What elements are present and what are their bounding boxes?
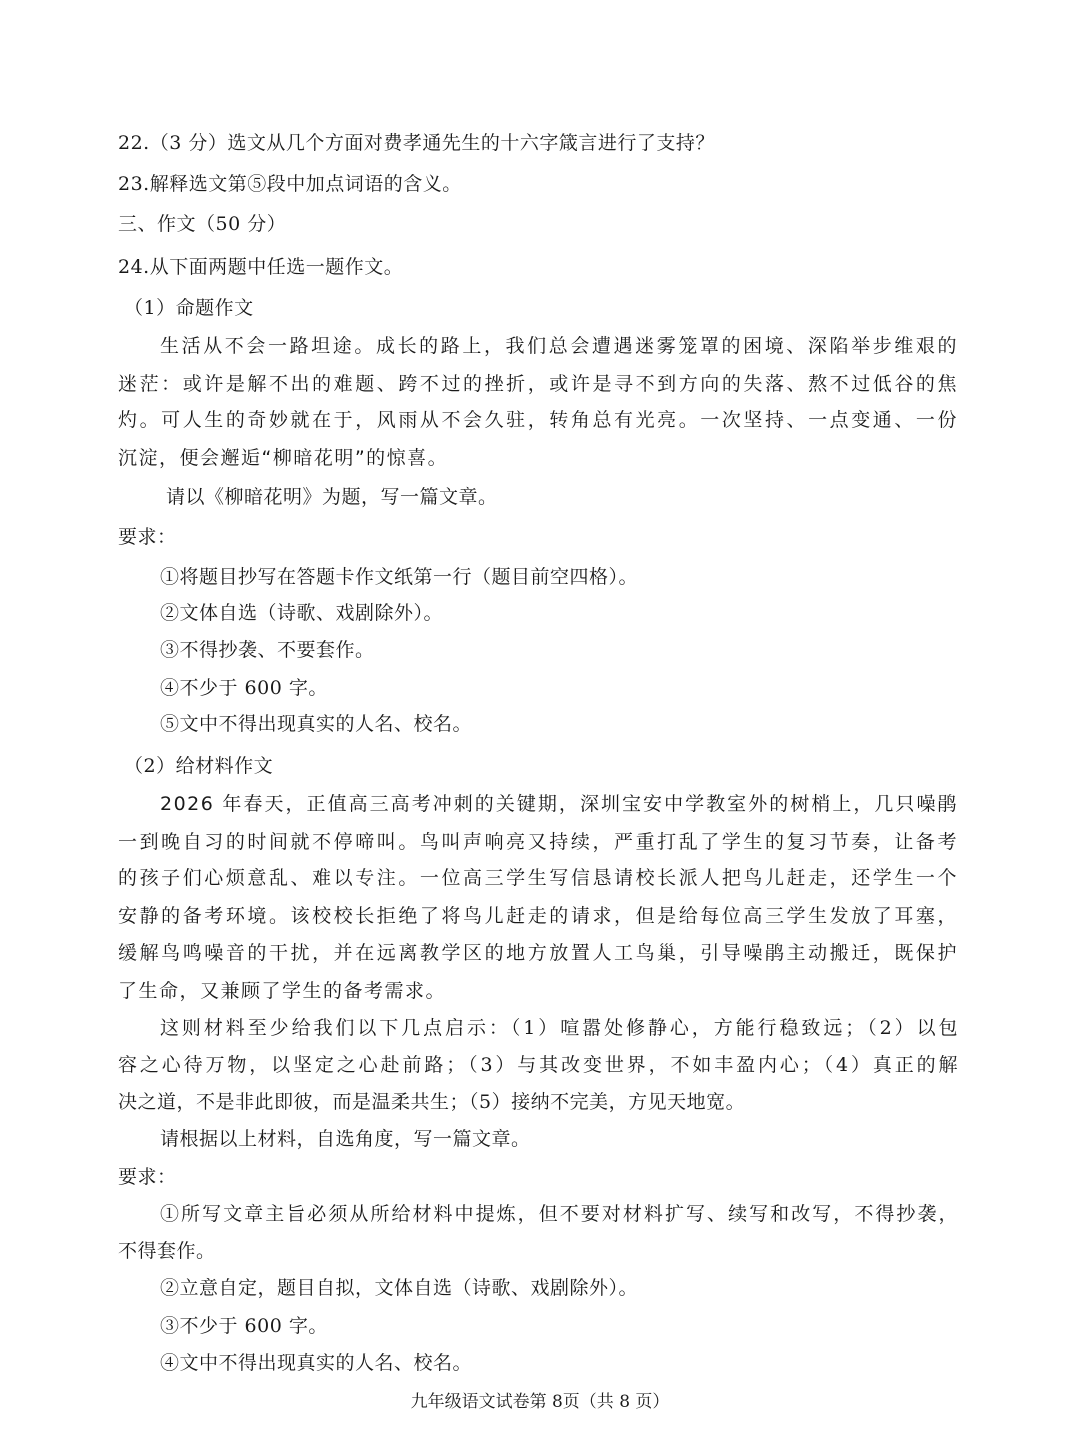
option2-insight-line: 容之心待万物，以坚定之心赴前路；（3）与其改变世界，不如丰盈内心；（4）真正的解 [118,1054,958,1076]
option2-requirements-label: 要求： [118,1166,177,1188]
option2-requirement: ④文中不得出现真实的人名、校名。 [160,1352,473,1374]
section-heading-composition: 三、作文（50 分） [118,213,287,235]
option2-passage-line: 的孩子们心烦意乱、难以专注。一位高三学生写信恳请校长派人把鸟儿赶走，还学生一个 [118,867,958,889]
option1-passage-line: 生活从不会一路坦途。成长的路上，我们总会遭遇迷雾笼罩的困境、深陷举步维艰的 [160,335,958,357]
option2-heading: （2）给材料作文 [124,755,274,777]
option1-passage-line: 迷茫：或许是解不出的难题、跨不过的挫折，或许是寻不到方向的失落、熬不过低谷的焦 [118,373,958,395]
option1-heading: （1）命题作文 [124,297,254,319]
option2-insight-line: 决之道，不是非此即彼，而是温柔共生；（5）接纳不完美，方见天地宽。 [118,1091,746,1113]
question-24: 24.从下面两题中任选一题作文。 [118,256,404,278]
option1-requirement: ⑤文中不得出现真实的人名、校名。 [160,713,473,735]
page-footer: 九年级语文试卷第 8页（共 8 页） [410,1392,670,1412]
question-23: 23.解释选文第⑤段中加点词语的含义。 [118,173,462,195]
option2-requirement: 不得套作。 [118,1240,216,1262]
option1-requirement: ①将题目抄写在答题卡作文纸第一行（题目前空四格）。 [160,566,639,588]
option1-passage-line: 灼。可人生的奇妙就在于，风雨从不会久驻，转角总有光亮。一次坚持、一点变通、一份 [118,409,958,431]
option2-passage-line: 了生命，又兼顾了学生的备考需求。 [118,980,447,1002]
question-22: 22.（3 分）选文从几个方面对费孝通先生的十六字箴言进行了支持？ [118,132,715,154]
option1-requirement: ②文体自选（诗歌、戏剧除外）。 [160,602,444,624]
option2-passage-line: 安静的备考环境。该校校长拒绝了将鸟儿赶走的请求，但是给每位高三学生发放了耳塞， [118,905,958,927]
option1-requirements-label: 要求： [118,526,177,548]
option2-insight-line: 这则材料至少给我们以下几点启示：（1）喧嚣处修静心，方能行稳致远；（2）以包 [160,1017,958,1039]
option1-prompt: 请以《柳暗花明》为题，写一篇文章。 [166,486,498,508]
option2-passage-line: 2026 年春天，正值高三高考冲刺的关键期，深圳宝安中学教室外的树梢上，几只噪鹃 [160,793,958,815]
option2-requirement: ②立意自定，题目自拟，文体自选（诗歌、戏剧除外）。 [160,1277,639,1299]
option1-requirement: ③不得抄袭、不要套作。 [160,639,375,661]
option1-requirement: ④不少于 600 字。 [160,677,328,699]
option2-passage-line: 缓解鸟鸣噪音的干扰，并在远离教学区的地方放置人工鸟巢，引导噪鹃主动搬迁，既保护 [118,942,958,964]
option1-passage-line: 沉淀，便会邂逅“柳暗花明”的惊喜。 [118,447,449,469]
option2-prompt: 请根据以上材料，自选角度，写一篇文章。 [160,1128,531,1150]
option2-requirement: ①所写文章主旨必须从所给材料中提炼，但不要对材料扩写、续写和改写，不得抄袭， [160,1203,958,1225]
option2-requirement: ③不少于 600 字。 [160,1315,328,1337]
option2-passage-line: 一到晚自习的时间就不停啼叫。鸟叫声响亮又持续，严重打乱了学生的复习节奏，让备考 [118,831,958,853]
